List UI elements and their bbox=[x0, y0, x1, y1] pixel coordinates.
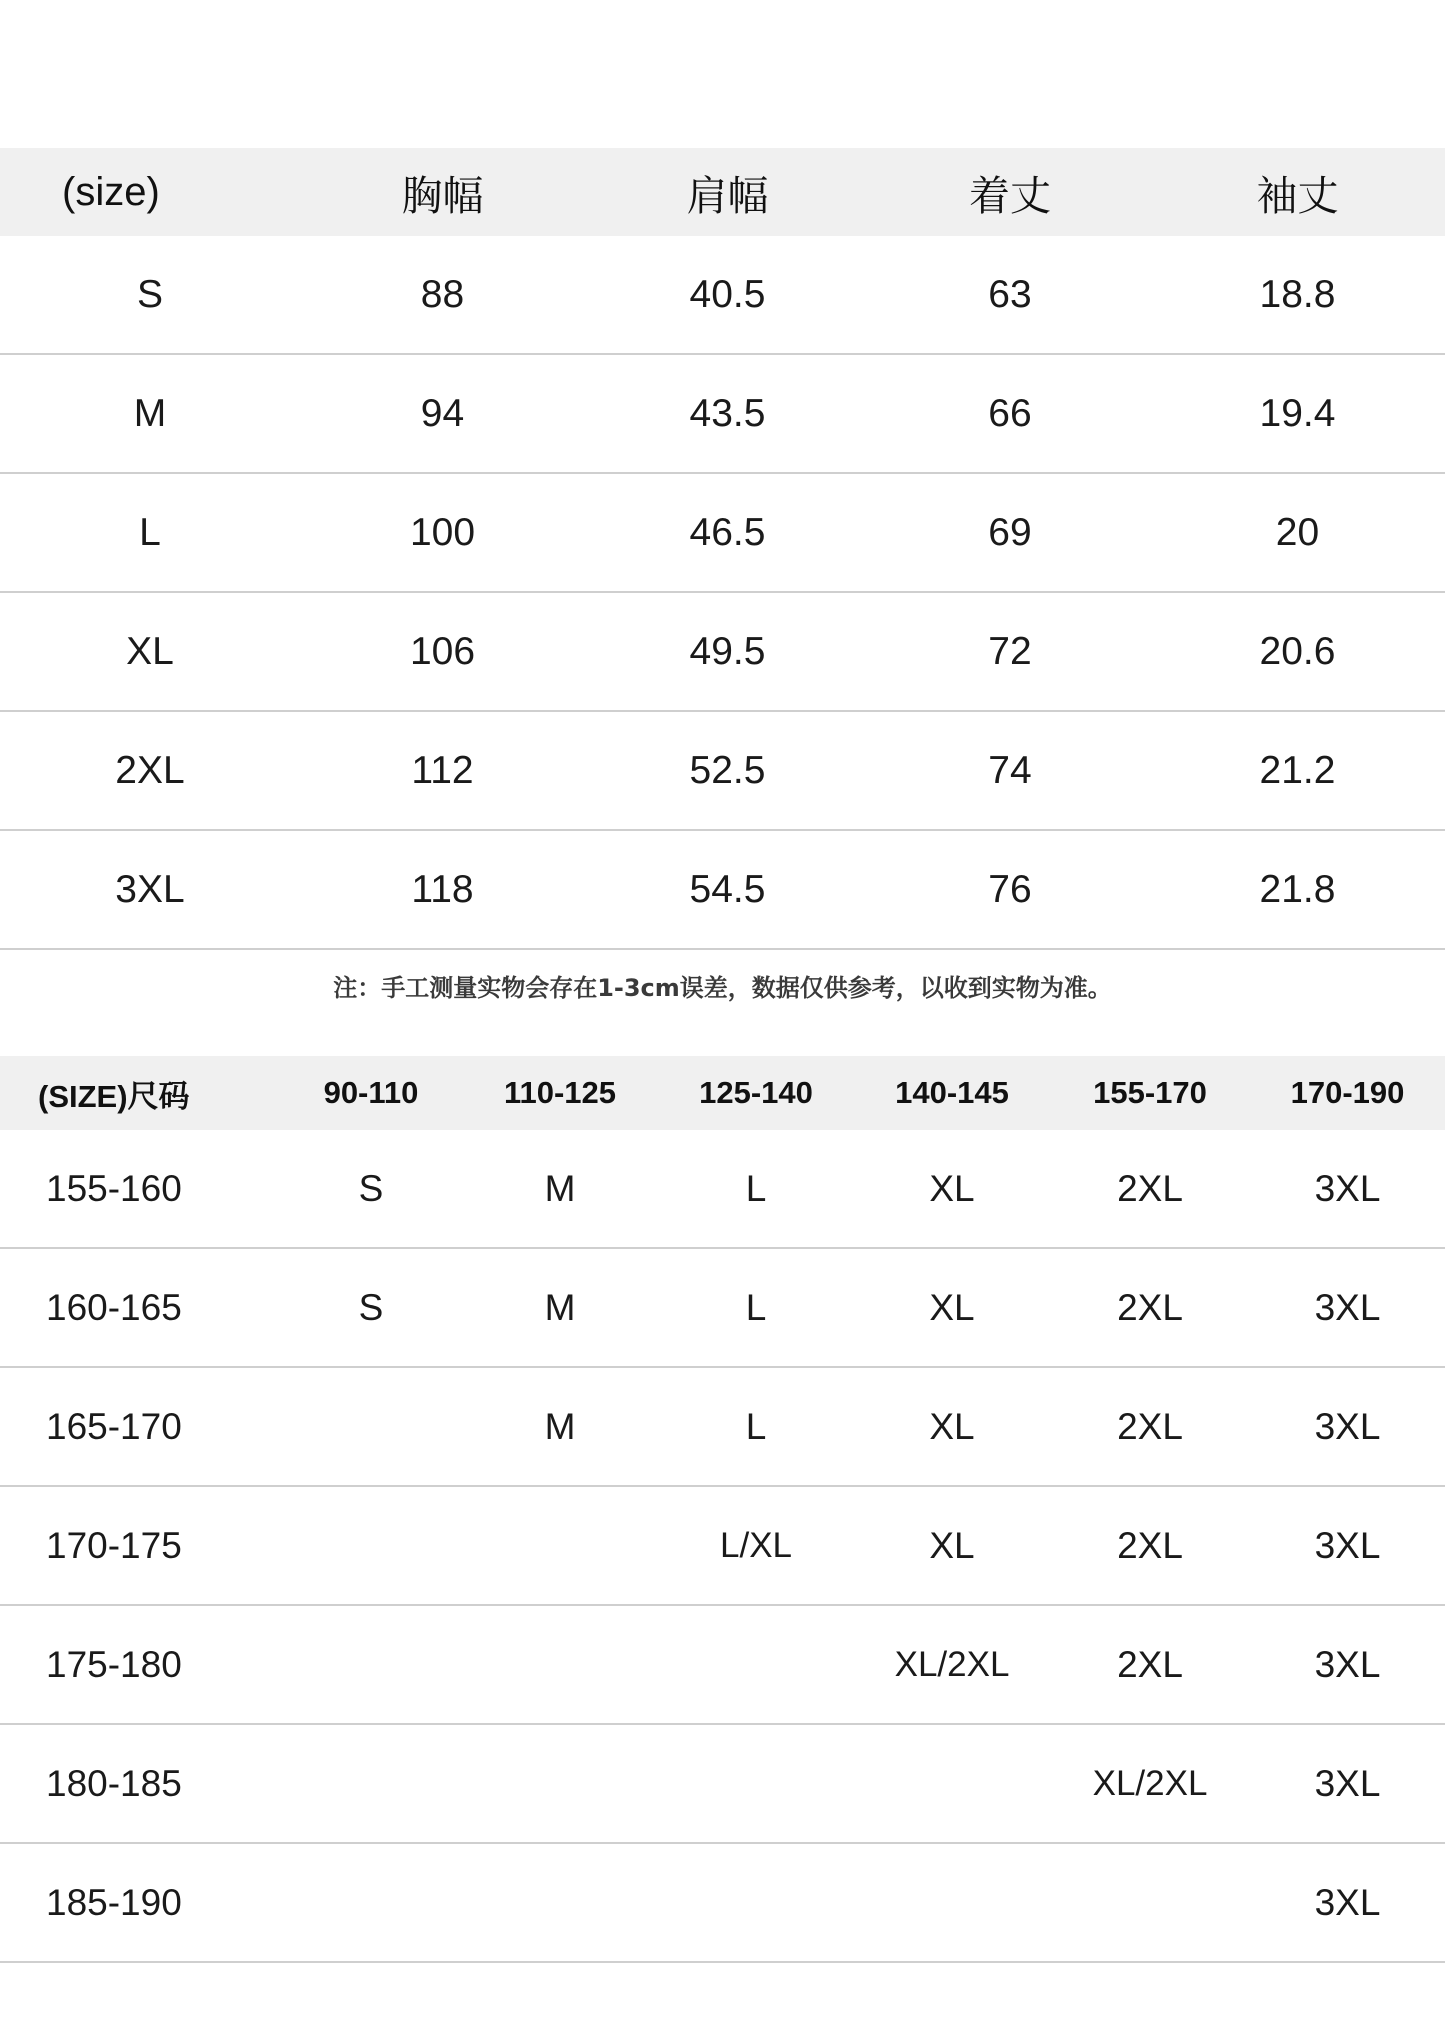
table-header-row bbox=[0, 148, 1445, 236]
cell-size-suggestion: XL bbox=[854, 1367, 1050, 1486]
cell-sleeve: 21.2 bbox=[1150, 711, 1445, 830]
size-recommendation-table bbox=[0, 1056, 1445, 1963]
cell-length: 72 bbox=[870, 592, 1150, 711]
column-header-weight-155-170: 155-170 bbox=[1050, 1056, 1250, 1130]
cell-size-suggestion bbox=[462, 1486, 658, 1605]
cell-size-suggestion: 3XL bbox=[1250, 1130, 1445, 1248]
measurement-table-body bbox=[0, 236, 1445, 949]
cell-height-range: 160-165 bbox=[0, 1248, 280, 1367]
cell-size-suggestion bbox=[280, 1724, 462, 1843]
cell-height-range: 185-190 bbox=[0, 1843, 280, 1962]
cell-size: 3XL bbox=[0, 830, 300, 949]
cell-sleeve: 21.8 bbox=[1150, 830, 1445, 949]
column-header-weight-170-190: 170-190 bbox=[1250, 1056, 1445, 1130]
column-header-size-label: (SIZE)尺码 bbox=[0, 1056, 280, 1130]
column-header-weight-90-110: 90-110 bbox=[280, 1056, 462, 1130]
cell-chest: 88 bbox=[300, 236, 585, 354]
cell-sleeve: 18.8 bbox=[1150, 236, 1445, 354]
cell-size-suggestion bbox=[280, 1486, 462, 1605]
cell-height-range: 180-185 bbox=[0, 1724, 280, 1843]
cell-shoulder: 46.5 bbox=[585, 473, 870, 592]
cell-length: 69 bbox=[870, 473, 1150, 592]
cell-size-suggestion: L bbox=[658, 1130, 854, 1248]
cell-shoulder: 43.5 bbox=[585, 354, 870, 473]
cell-shoulder: 52.5 bbox=[585, 711, 870, 830]
table-row bbox=[0, 236, 1445, 354]
cell-length: 66 bbox=[870, 354, 1150, 473]
cell-size-suggestion: 2XL bbox=[1050, 1605, 1250, 1724]
cell-size-suggestion: XL bbox=[854, 1486, 1050, 1605]
cell-size-suggestion: M bbox=[462, 1367, 658, 1486]
table-row bbox=[0, 1724, 1445, 1843]
cell-chest: 112 bbox=[300, 711, 585, 830]
recommendation-table-header bbox=[0, 1056, 1445, 1130]
table-row bbox=[0, 711, 1445, 830]
cell-size-suggestion bbox=[854, 1724, 1050, 1843]
cell-size-suggestion bbox=[280, 1605, 462, 1724]
cell-shoulder: 54.5 bbox=[585, 830, 870, 949]
cell-size-suggestion: M bbox=[462, 1248, 658, 1367]
column-header-weight-140-145: 140-145 bbox=[854, 1056, 1050, 1130]
cell-size-suggestion bbox=[658, 1724, 854, 1843]
cell-length: 63 bbox=[870, 236, 1150, 354]
cell-size-suggestion: XL/2XL bbox=[1050, 1724, 1250, 1843]
measurement-note: 注：手工测量实物会存在1-3cm误差，数据仅供参考，以收到实物为准。 bbox=[333, 974, 1112, 1002]
cell-size-suggestion bbox=[1050, 1843, 1250, 1962]
cell-size-suggestion bbox=[462, 1843, 658, 1962]
table-row bbox=[0, 1367, 1445, 1486]
table-row bbox=[0, 1843, 1445, 1962]
column-header-size: (size) bbox=[0, 148, 300, 236]
cell-size-suggestion: 2XL bbox=[1050, 1486, 1250, 1605]
cell-size: 2XL bbox=[0, 711, 300, 830]
table-row bbox=[0, 830, 1445, 949]
cell-shoulder: 40.5 bbox=[585, 236, 870, 354]
column-header-weight-125-140: 125-140 bbox=[658, 1056, 854, 1130]
cell-size-suggestion: XL bbox=[854, 1130, 1050, 1248]
cell-chest: 106 bbox=[300, 592, 585, 711]
cell-sleeve: 20 bbox=[1150, 473, 1445, 592]
cell-size-suggestion: XL/2XL bbox=[854, 1605, 1050, 1724]
cell-size-suggestion: L bbox=[658, 1367, 854, 1486]
cell-size-suggestion bbox=[462, 1724, 658, 1843]
cell-size-suggestion bbox=[658, 1843, 854, 1962]
cell-shoulder: 49.5 bbox=[585, 592, 870, 711]
table-row bbox=[0, 1130, 1445, 1248]
table-row bbox=[0, 473, 1445, 592]
table-row bbox=[0, 1486, 1445, 1605]
cell-height-range: 155-160 bbox=[0, 1130, 280, 1248]
cell-size: XL bbox=[0, 592, 300, 711]
cell-length: 74 bbox=[870, 711, 1150, 830]
cell-size-suggestion: M bbox=[462, 1130, 658, 1248]
column-header-length: 着丈 bbox=[870, 148, 1150, 236]
cell-size-suggestion bbox=[280, 1843, 462, 1962]
cell-size-suggestion: 3XL bbox=[1250, 1367, 1445, 1486]
measurement-table-header bbox=[0, 148, 1445, 236]
recommendation-table-body bbox=[0, 1130, 1445, 1962]
cell-size-suggestion: 2XL bbox=[1050, 1248, 1250, 1367]
cell-height-range: 175-180 bbox=[0, 1605, 280, 1724]
column-header-chest: 胸幅 bbox=[300, 148, 585, 236]
cell-height-range: 170-175 bbox=[0, 1486, 280, 1605]
table-row bbox=[0, 592, 1445, 711]
cell-size-suggestion: S bbox=[280, 1248, 462, 1367]
cell-size-suggestion: 3XL bbox=[1250, 1605, 1445, 1724]
cell-size-suggestion: L bbox=[658, 1248, 854, 1367]
cell-size: S bbox=[0, 236, 300, 354]
column-header-weight-110-125: 110-125 bbox=[462, 1056, 658, 1130]
cell-sleeve: 19.4 bbox=[1150, 354, 1445, 473]
cell-length: 76 bbox=[870, 830, 1150, 949]
table-row bbox=[0, 1248, 1445, 1367]
cell-size: L bbox=[0, 473, 300, 592]
column-header-sleeve: 袖丈 bbox=[1150, 148, 1445, 236]
cell-sleeve: 20.6 bbox=[1150, 592, 1445, 711]
cell-chest: 100 bbox=[300, 473, 585, 592]
cell-size: M bbox=[0, 354, 300, 473]
cell-size-suggestion bbox=[658, 1605, 854, 1724]
cell-height-range: 165-170 bbox=[0, 1367, 280, 1486]
cell-size-suggestion: L/XL bbox=[658, 1486, 854, 1605]
cell-size-suggestion: XL bbox=[854, 1248, 1050, 1367]
measurement-table bbox=[0, 148, 1445, 950]
cell-size-suggestion: 2XL bbox=[1050, 1367, 1250, 1486]
cell-size-suggestion bbox=[280, 1367, 462, 1486]
cell-chest: 94 bbox=[300, 354, 585, 473]
cell-size-suggestion: 3XL bbox=[1250, 1724, 1445, 1843]
cell-size-suggestion: 3XL bbox=[1250, 1843, 1445, 1962]
cell-size-suggestion: S bbox=[280, 1130, 462, 1248]
cell-size-suggestion: 3XL bbox=[1250, 1248, 1445, 1367]
cell-size-suggestion: 3XL bbox=[1250, 1486, 1445, 1605]
cell-size-suggestion: 2XL bbox=[1050, 1130, 1250, 1248]
column-header-shoulder: 肩幅 bbox=[585, 148, 870, 236]
cell-size-suggestion bbox=[854, 1843, 1050, 1962]
cell-chest: 118 bbox=[300, 830, 585, 949]
cell-size-suggestion bbox=[462, 1605, 658, 1724]
table-row bbox=[0, 354, 1445, 473]
table-row bbox=[0, 1605, 1445, 1724]
table-header-row bbox=[0, 1056, 1445, 1130]
